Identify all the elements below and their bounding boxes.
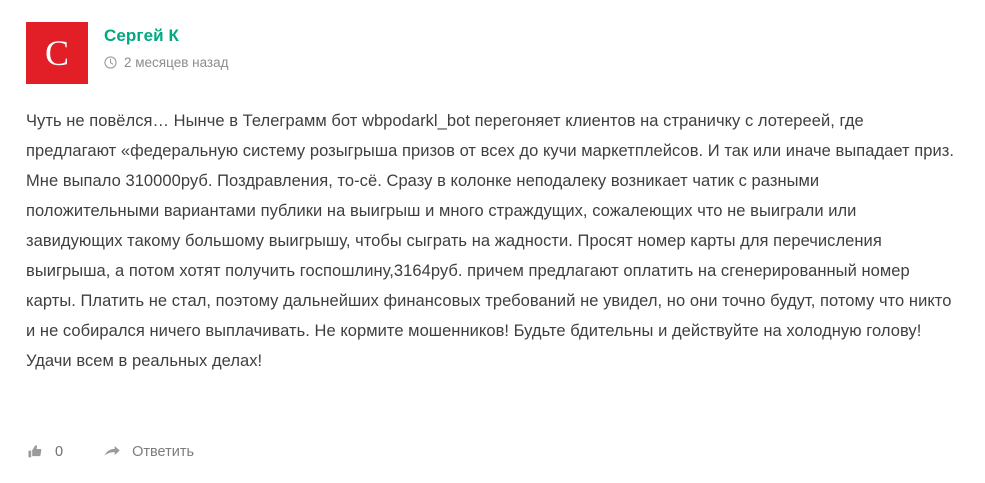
review-timestamp: 2 месяцев назад — [124, 55, 229, 70]
review-meta — [104, 55, 229, 70]
reply-arrow-icon — [103, 443, 121, 461]
reply-button[interactable] — [103, 443, 194, 461]
review-header — [26, 22, 957, 84]
author-block — [104, 22, 229, 70]
review-text: Чуть не повёлся… Нынче в Телеграмм бот wbpodarkl_bot перегоняет клиентов на страничку с лотереей, где предлагают «федеральную систему розыгрыша призов от всех до кучи маркетплейсов. И так или иначе выпадает приз. Мне выпало 310000руб. Поздравления, то-сё. Сразу в колонке неподалеку возникает чатик с разными положительными вариантами публики на выигрыш и много страждущих, сожалеющих что не выиграли или завидующих такому большому выигрышу, чтобы сыграть на жадности. Просят номер карты для перечисления выигрыша, а потом хотят получить госпошлину,3164руб. причем предлагают оплатить на сгенерированный номер карты. Платить не стал, поэтому дальнейших финансовых требований не увидел, но они точно будут, потому что никто и не собирался ничего выплачивать. Не кормите мошенников! Будьте бдительны и действуйте на холодную голову! Удачи всем в реальных делах! — [26, 112, 955, 370]
like-button[interactable] — [26, 443, 63, 461]
avatar: C — [26, 22, 88, 84]
like-count: 0 — [55, 444, 64, 460]
author-name[interactable]: Сергей К — [104, 26, 180, 45]
clock-icon — [104, 56, 117, 69]
review-footer — [26, 443, 194, 461]
reply-label: Ответить — [132, 444, 195, 460]
thumbs-up-icon — [26, 443, 44, 461]
